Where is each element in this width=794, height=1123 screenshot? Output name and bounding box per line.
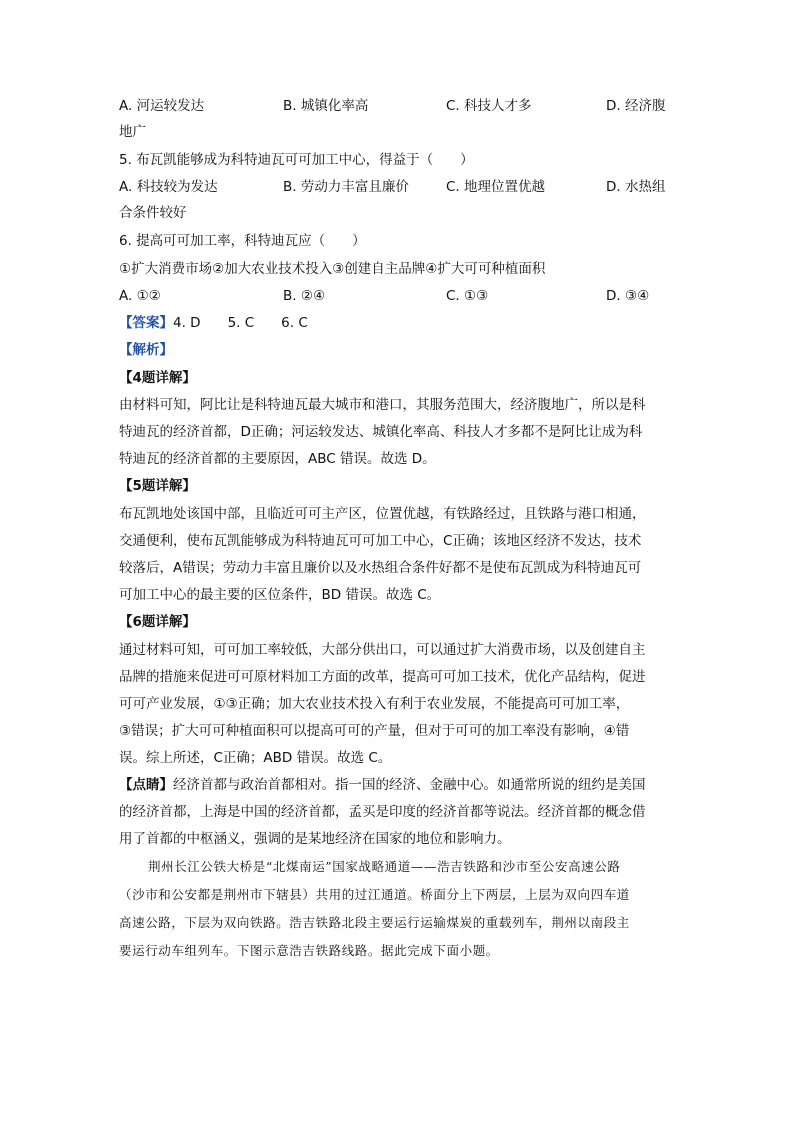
q4-option-d-wrap: 地广 bbox=[119, 124, 146, 140]
q5-option-b[interactable]: B. 劳动力丰富且廉价 bbox=[283, 179, 409, 195]
q5-option-d-wrap: 合条件较好 bbox=[119, 205, 187, 221]
detail-5-line: 较落后，A错误；劳动力丰富且廉价以及水热组合条件好都不是使布瓦凯成为科特迪瓦可 bbox=[119, 560, 642, 576]
dianjing-first-line bbox=[119, 775, 646, 795]
passage-line: （沙市和公安都是荆州市下辖县）共用的过江通道。桥面分上下两层，上层为双向四车道 bbox=[119, 887, 630, 902]
q6-option-d[interactable]: D. ③④ bbox=[606, 288, 650, 304]
answer-row bbox=[119, 313, 308, 333]
passage-line: 荆州长江公铁大桥是“北煤南运”国家战略通道——浩吉铁路和沙市至公安高速公路 bbox=[148, 859, 621, 874]
dianjing-text: 经济首都与政治首都相对。指一国的经济、金融中心。如通常所说的纽约是美国 bbox=[173, 777, 646, 793]
q6-stem: 6. 提高可可加工率，科特迪瓦应（ ） bbox=[119, 233, 366, 249]
q6-items: ①扩大消费市场②加大农业技术投入③创建自主品牌④扩大可可种植面积 bbox=[119, 261, 546, 277]
q5-stem: 5. 布瓦凯能够成为科特迪瓦可可加工中心，得益于（ ） bbox=[119, 152, 474, 168]
answer-text: 4. D 5. C 6. C bbox=[173, 315, 308, 331]
detail-6-line: 可可产业发展，①③正确；加大农业技术投入有利于农业发展，不能提高可可加工率， bbox=[119, 696, 630, 712]
detail-4-line: 由材料可知，阿比让是科特迪瓦最大城市和港口，其服务范围大，经济腹地广，所以是科 bbox=[119, 397, 646, 413]
detail-6-line: ③错误；扩大可可种植面积可以提高可可的产量，但对于可可的加工率没有影响，④错 bbox=[119, 723, 630, 739]
q4-option-b[interactable]: B. 城镇化率高 bbox=[283, 98, 369, 114]
q4-option-a[interactable]: A. 河运较发达 bbox=[119, 98, 205, 114]
q5-option-d[interactable]: D. 水热组 bbox=[606, 179, 666, 195]
detail-4-line: 特迪瓦的经济首都，D正确；河运较发达、城镇化率高、科技人才多都不是阿比让成为科 bbox=[119, 424, 643, 440]
dianjing-line: 的经济首都，上海是中国的经济首都，孟买是印度的经济首都等说法。经济首都的概念借 bbox=[119, 804, 646, 820]
q6-option-b[interactable]: B. ②④ bbox=[283, 288, 326, 304]
detail-5-line: 可加工中心的最主要的区位条件，BD 错误。故选 C。 bbox=[119, 587, 441, 603]
q4-option-c[interactable]: C. 科技人才多 bbox=[446, 98, 532, 114]
q6-option-a[interactable]: A. ①② bbox=[119, 288, 161, 304]
detail-6-line: 品牌的措施来促进可可原材料加工方面的改革，提高可可加工技术，优化产品结构，促进 bbox=[119, 669, 646, 685]
detail-6-title: 【6题详解】 bbox=[119, 614, 196, 630]
q6-option-c[interactable]: C. ①③ bbox=[446, 288, 489, 304]
detail-4-title: 【4题详解】 bbox=[119, 370, 196, 386]
detail-4-line: 特迪瓦的经济首都的主要原因，ABC 错误。故选 D。 bbox=[119, 451, 436, 467]
answer-label: 【答案】 bbox=[119, 315, 173, 331]
passage-line: 要运行动车组列车。下图示意浩吉铁路线路。据此完成下面小题。 bbox=[119, 943, 499, 958]
q5-option-c[interactable]: C. 地理位置优越 bbox=[446, 179, 546, 195]
dianjing-line: 用了首都的中枢涵义，强调的是某地经济在国家的地位和影响力。 bbox=[119, 831, 511, 847]
detail-6-line: 误。综上所述，C正确；ABD 错误。故选 C。 bbox=[119, 750, 392, 766]
dianjing-label: 【点睛】 bbox=[119, 777, 173, 793]
detail-5-line: 布瓦凯地处该国中部，且临近可可主产区，位置优越，有铁路经过，且铁路与港口相通， bbox=[119, 506, 646, 522]
passage-line: 高速公路，下层为双向铁路。浩吉铁路北段主要运行运输煤炭的重载列车，荆州以南段主 bbox=[119, 915, 630, 930]
q5-option-a[interactable]: A. 科技较为发达 bbox=[119, 179, 218, 195]
analysis-label: 【解析】 bbox=[119, 342, 173, 358]
detail-5-title: 【5题详解】 bbox=[119, 478, 196, 494]
detail-6-line: 通过材料可知，可可加工率较低，大部分供出口，可以通过扩大消费市场，以及创建自主 bbox=[119, 642, 646, 658]
detail-5-line: 交通便利，使布瓦凯能够成为科特迪瓦可可加工中心，C正确；该地区经济不发达，技术 bbox=[119, 533, 642, 549]
q4-option-d[interactable]: D. 经济腹 bbox=[606, 98, 666, 114]
